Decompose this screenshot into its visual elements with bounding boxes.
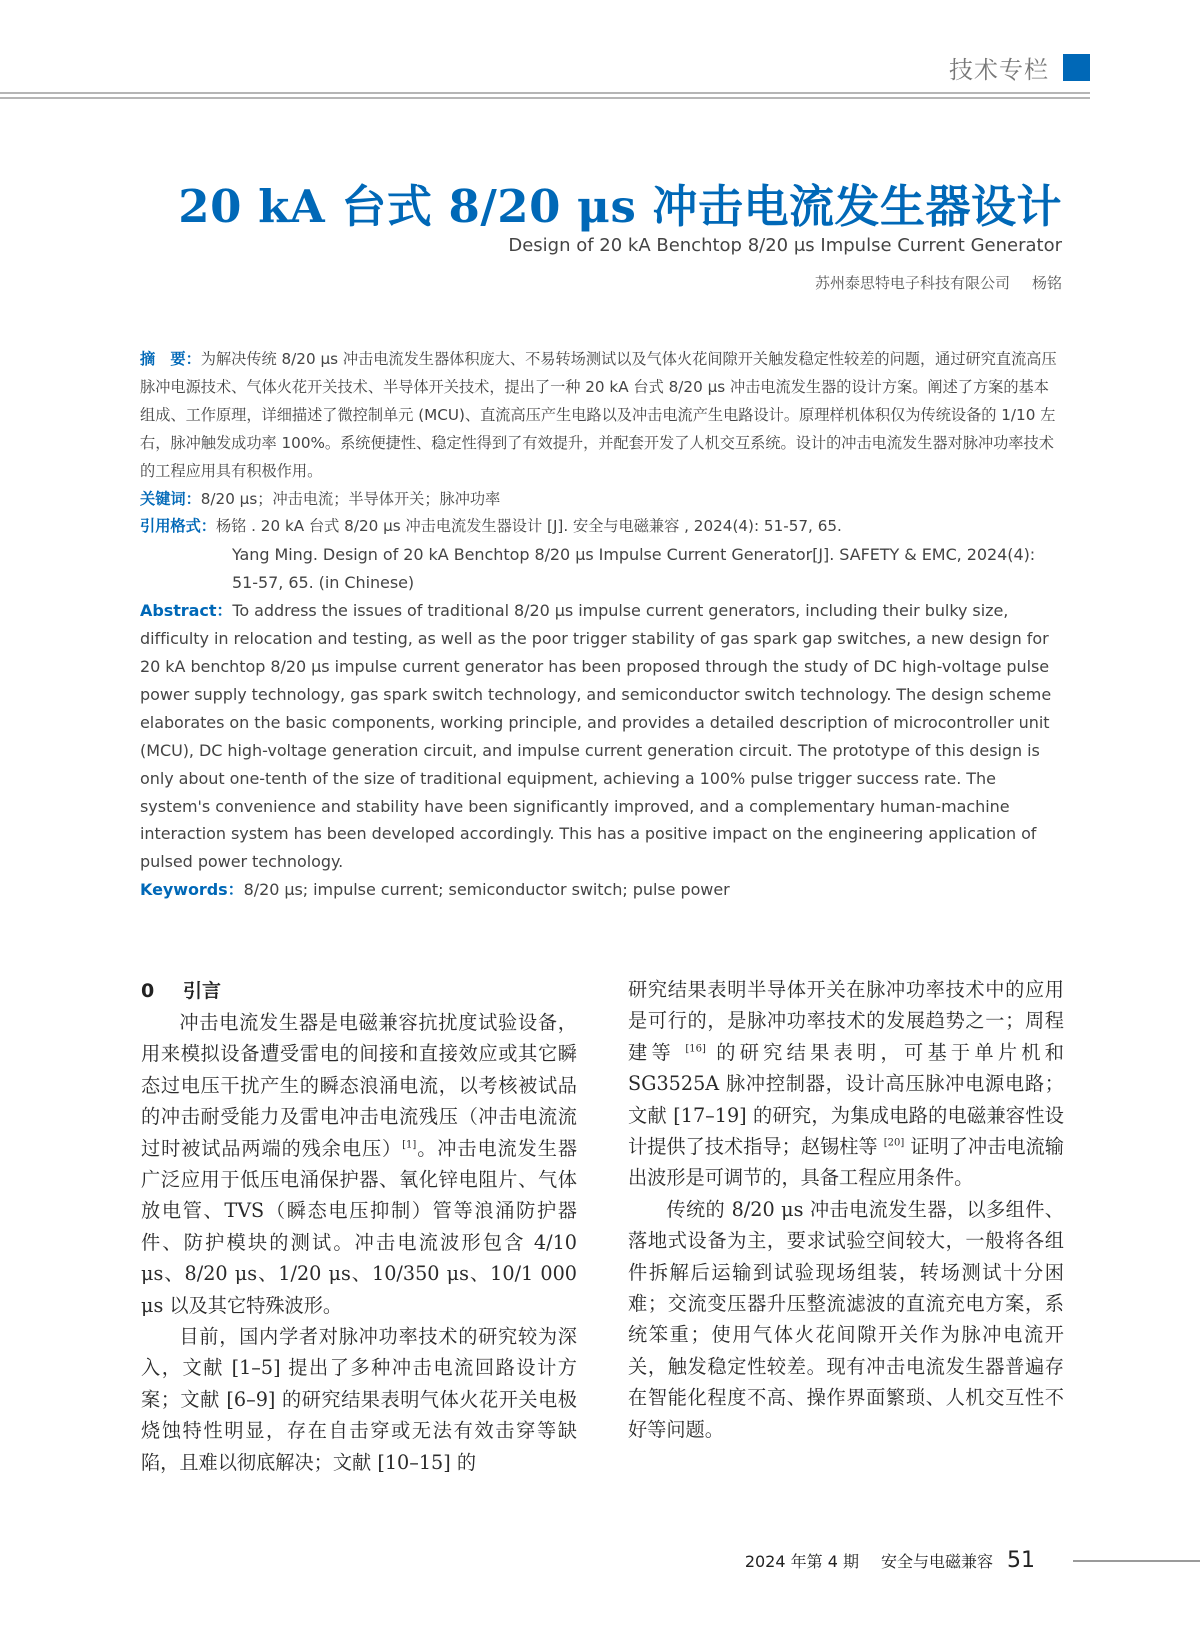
citation-ref-20: [20] <box>883 1137 905 1149</box>
citation-cn-text: 杨铭 . 20 kA 台式 8/20 μs 冲击电流发生器设计 [J]. 安全与电磁兼容 , 2024(4): 51-57, 65. <box>215 517 842 536</box>
citation-cn <box>140 513 1062 541</box>
header-rule-top <box>0 92 1090 94</box>
header-rule-bottom <box>0 97 1090 99</box>
paragraph-text: 。冲击电流发生器广泛应用于低压电涌保护器、氧化锌电阻片、气体放电管、TVS（瞬态电压抑制）管等浪涌防护器件、防护模块的测试。冲击电流波形包含 4/10 μs、8/20 μs、1/20 μs、10/350 μs、10/1 000 μs 以及其它特殊波形。 <box>141 1136 578 1317</box>
footer-journal: 安全与电磁兼容 <box>880 1552 993 1571</box>
section-heading <box>141 976 577 1007</box>
body-paragraph-3: 传统的 8/20 μs 冲击电流发生器，以多组件、落地式设备为主，要求试验空间较大，一般将各组件拆解后运输到试验现场组装，转场测试十分困难；交流变压器升压整流滤波的直流充电方案，系统笨重；使用气体火花间隙开关作为脉冲电流开关，触发稳定性较差。现有冲击电流发生器普遍存在智能化程度不高、操作界面繁琐、人机交互性不好等问题。 <box>628 1197 1064 1441</box>
paragraph-text: 冲击电流发生器是电磁兼容抗扰度试验设备，用来模拟设备遭受雷电的间接和直接效应或其它瞬态过电压干扰产生的瞬态浪涌电流，以考核被试品的冲击耐受能力及雷电冲击电流残压（冲击电流流过时被试品两端的残余电压） <box>141 1011 577 1160</box>
page-number: 51 <box>1007 1548 1035 1573</box>
body-paragraph-2 <box>141 1321 577 1478</box>
keywords-en-label: Keywords： <box>140 880 244 900</box>
citation-ref-16: [16] <box>685 1043 706 1055</box>
author-name: 杨铭 <box>1031 274 1062 292</box>
keywords-cn-label: 关键词： <box>140 489 201 508</box>
paragraph-text: 证明了冲击电流输出波形是可调节的，具备工程应用条件。 <box>628 1135 1064 1190</box>
body-paragraph-1 <box>141 1007 577 1321</box>
abstract-en <box>140 597 1062 876</box>
paragraph-text: 的研究结果表明，可基于单片机和 SG3525A 脉冲控制器，设计高压脉冲电源电路；文献 [17–19] 的研究，为集成电路的电磁兼容性设计提供了技术指导；赵锡柱等 <box>628 1040 1064 1159</box>
abstract-block <box>140 346 1062 904</box>
abstract-en-text: To address the issues of traditional 8/20 μs impulse current generators, including their bulky size, difficulty in relocation and testing, as well as the poor trigger stability of gas spark gap switches, a new design for 20 kA benchtop 8/20 μs impulse current generator has been proposed through the study of DC high-voltage pulse power supply technology, gas spark switch technology, and semiconductor switch technology. The design scheme elaborates on the basic components, working principle, and provides a detailed description of microcontroller unit (MCU), DC high-voltage generation circuit, and impulse current generation circuit. The prototype of this design is only about one-tenth of the size of traditional equipment, achieving a 100% pulse trigger success rate. The system's convenience and stability have been significantly improved, and a complementary human-machine interaction system has been developed accordingly. This has a positive impact on the engineering application of pulsed power technology. <box>140 601 1052 872</box>
footer-rule <box>1073 1560 1200 1562</box>
body-column-left <box>141 976 577 1478</box>
page-footer <box>745 1548 1035 1573</box>
citation-ref-1: [1] <box>402 1139 417 1151</box>
keywords-en <box>140 876 1062 904</box>
body-column-right <box>628 974 1064 1445</box>
abstract-en-label: Abstract： <box>140 601 233 621</box>
footer-issue: 2024 年第 4 期 <box>744 1552 859 1571</box>
abstract-cn <box>140 346 1062 486</box>
affiliation: 苏州泰思特电子科技有限公司 <box>814 274 1010 292</box>
section-label: 技术专栏 <box>949 56 1049 84</box>
author-line <box>815 272 1062 293</box>
body-paragraph-2-continued <box>628 974 1064 1194</box>
article-subtitle: Design of 20 kA Benchtop 8/20 μs Impulse Current Generator <box>508 235 1062 256</box>
paragraph-text: 目前，国内学者对脉冲功率技术的研究较为深入，文献 [1–5] 提出了多种冲击电流回路设计方案；文献 [6–9] 的研究结果表明气体火花开关电极烧蚀特性明显，存在自击穿或无法有效击穿等缺陷，且难以彻底解决；文献 [10–15] 的 <box>141 1325 577 1474</box>
abstract-cn-label: 摘 要： <box>140 350 201 368</box>
article-title: 20 kA 台式 8/20 μs 冲击电流发生器设计 <box>178 180 1062 233</box>
abstract-cn-text: 为解决传统 8/20 μs 冲击电流发生器体积庞大、不易转场测试以及气体火花间隙开关触发稳定性较差的问题，通过研究直流高压脉冲电源技术、气体火花开关技术、半导体开关技术，提出了一种 20 kA 台式 8/20 μs 冲击电流发生器的设计方案。阐述了方案的基本组成、工作原理，详细描述了微控制单元 (MCU)、直流高压产生电路以及冲击电流产生电路设计。原理样机体积仅为传统设备的 1/10 左右，脉冲触发成功率 100%。系统便捷性、稳定性得到了有效提升，并配套开发了人机交互系统。设计的冲击电流发生器对脉冲功率技术的工程应用具有积极作用。 <box>140 350 1057 480</box>
column-header <box>949 50 1090 85</box>
section-marker-square <box>1063 54 1090 81</box>
keywords-cn-text: 8/20 μs；冲击电流；半导体开关；脉冲功率 <box>200 489 501 508</box>
keywords-cn <box>140 486 1062 514</box>
citation-label: 引用格式： <box>140 517 216 536</box>
section-title: 引言 <box>183 980 222 1002</box>
citation-en: Yang Ming. Design of 20 kA Benchtop 8/20 μs Impulse Current Generator[J]. SAFETY & EMC, 2024(4): 51-57, 65. (in Chinese) <box>232 545 1036 593</box>
section-number: 0 <box>141 980 155 1002</box>
paragraph-text: 研究结果表明半导体开关在脉冲功率技术中的应用是可行的，是脉冲功率技术的发展趋势之一；周程建等 <box>628 978 1064 1064</box>
keywords-en-text: 8/20 μs; impulse current; semiconductor switch; pulse power <box>243 880 730 900</box>
